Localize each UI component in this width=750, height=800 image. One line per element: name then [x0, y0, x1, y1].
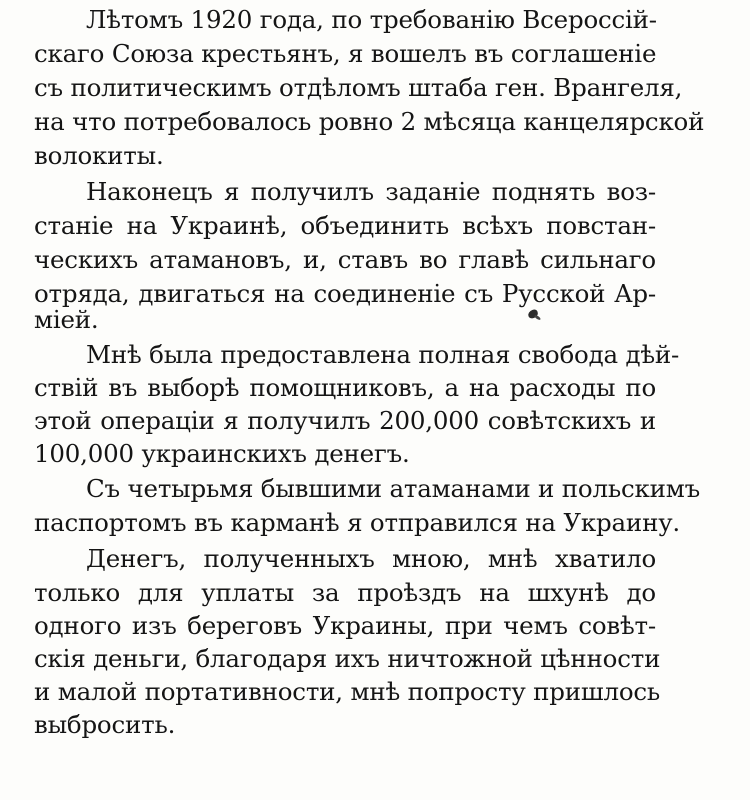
text-line: съ политическимъ отдѣломъ штаба ген. Врангеля,: [34, 73, 683, 102]
text-line: станіе на Украинѣ, объединить всѣхъ повстан-: [34, 211, 656, 240]
text-line: міей.: [34, 305, 99, 334]
text-line: скія деньги, благодаря ихъ ничтожной цѣнности: [34, 644, 661, 673]
text-line: Съ четырьмя бывшими атаманами и польскимъ: [86, 474, 700, 503]
text-line: только для уплаты за проѣздъ на шхунѣ до: [34, 578, 656, 607]
text-line: отряда, двигаться на соединеніе съ Русской Ар-: [34, 279, 656, 308]
text-line: Денегъ, полученныхъ мною, мнѣ хватило: [86, 544, 656, 573]
text-line: скаго Союза крестьянъ, я вошелъ въ соглашеніе: [34, 39, 657, 68]
text-line: 100,000 украинскихъ денегъ.: [34, 439, 410, 468]
text-line: ствій въ выборѣ помощниковъ, а на расходы по: [34, 373, 656, 402]
ink-speck-tail: [534, 314, 541, 320]
text-line: на что потребовалось ровно 2 мѣсяца канцелярской: [34, 107, 705, 136]
text-line: Мнѣ была предоставлена полная свобода дѣй-: [86, 340, 680, 369]
text-line: Лѣтомъ 1920 года, по требованію Всероссій-: [86, 5, 657, 34]
text-line: Наконецъ я получилъ заданіе поднять воз-: [86, 177, 656, 206]
text-line: и малой портативности, мнѣ попросту пришлось: [34, 677, 661, 706]
text-line: выбросить.: [34, 710, 176, 739]
text-line: этой операціи я получилъ 200,000 совѣтскихъ и: [34, 406, 656, 435]
text-line: одного изъ береговъ Украины, при чемъ совѣт-: [34, 611, 656, 640]
text-line: волокиты.: [34, 141, 164, 170]
text-line: паспортомъ въ карманѣ я отправился на Украину.: [34, 508, 680, 537]
text-line: ческихъ атамановъ, и, ставъ во главѣ сильнаго: [34, 245, 656, 274]
